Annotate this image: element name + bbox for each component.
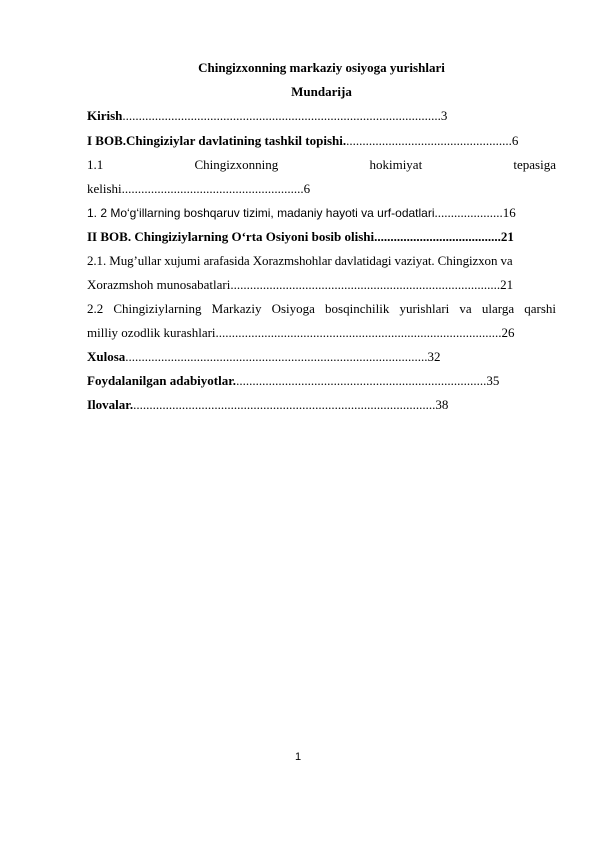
toc-entry-adabiyotlar[interactable] bbox=[87, 373, 556, 389]
toc-entry-1-1-line2[interactable] bbox=[87, 181, 556, 197]
toc-entry-label: kelishi bbox=[87, 181, 122, 196]
toc-entry-2-1-line1[interactable] bbox=[87, 253, 556, 269]
toc-entry-word: 1.1 bbox=[87, 157, 104, 172]
toc-entry-bob1[interactable] bbox=[87, 133, 556, 149]
toc-page-number: 38 bbox=[435, 397, 449, 412]
toc-entry-1-2[interactable] bbox=[87, 205, 556, 221]
toc-entry-label: Xulosa bbox=[87, 349, 126, 364]
toc-entry-xulosa[interactable] bbox=[87, 349, 556, 365]
toc-page-number: 16 bbox=[502, 205, 516, 220]
toc-leader-dots: ........................................................ bbox=[121, 181, 304, 196]
toc-entry-label: 1. 2 Mo‘g‘illarning boshqaruv tizimi, madaniy hayoti va urf-odatlari bbox=[87, 206, 435, 220]
toc-entry-word: Chingizxonning bbox=[194, 157, 279, 172]
toc-leader-dots: ............................................................................. bbox=[236, 373, 487, 388]
toc-entry-label: 2.1. Mug’ullar xujumi arafasida Xorazmshohlar davlatidagi vaziyat. Chingizxon va bbox=[87, 253, 513, 268]
toc-page-number: 21 bbox=[500, 277, 514, 292]
toc-entry-label: II BOB. Chingiziylarning O‘rta Osiyoni bosib olishi bbox=[87, 229, 375, 244]
toc-page-number: 26 bbox=[501, 325, 515, 340]
toc-entry-label: Xorazmshoh munosabatlari bbox=[87, 277, 231, 292]
toc-entry-label: Kirish bbox=[87, 108, 123, 123]
toc-leader-dots: .................................................................................................. bbox=[122, 108, 441, 123]
toc-entry-1-1-line1[interactable] bbox=[87, 157, 556, 173]
toc-entry-label: 2.2 Chingiziylarning Markaziy Osiyoga bosqinchilik yurishlari va ularga qarshi bbox=[87, 301, 556, 316]
toc-leader-dots: ........................................................................................ bbox=[215, 325, 502, 340]
toc-entry-2-2-line1[interactable] bbox=[87, 301, 556, 317]
toc-leader-dots: ..................... bbox=[434, 205, 503, 220]
toc-page-number: 3 bbox=[440, 108, 448, 123]
toc-entry-2-2-line2[interactable] bbox=[87, 325, 556, 341]
toc-leader-dots: ............................................................................................. bbox=[133, 397, 436, 412]
toc-page-number: 6 bbox=[303, 181, 311, 196]
toc-leader-dots: ................................................................................... bbox=[230, 277, 501, 292]
page-number: 1 bbox=[294, 751, 302, 763]
toc-page-number: 35 bbox=[486, 373, 500, 388]
toc-entry-bob2[interactable] bbox=[87, 229, 556, 245]
toc-leader-dots: ....................................... bbox=[374, 229, 501, 244]
toc-entry-label: I BOB.Chingiziylar davlatining tashkil topishi. bbox=[87, 133, 347, 148]
toc-heading: Mundarija bbox=[291, 84, 352, 99]
toc-entry-ilovalar[interactable] bbox=[87, 397, 556, 413]
toc-entry-label: Foydalanilgan adabiyotlar. bbox=[87, 373, 237, 388]
toc-leader-dots: ................................................... bbox=[346, 133, 512, 148]
toc-entry-label: Ilovalar. bbox=[87, 397, 134, 412]
toc-entry-word: hokimiyat bbox=[369, 157, 423, 172]
toc-entry-kirish[interactable] bbox=[87, 108, 556, 124]
toc-page-number: 32 bbox=[427, 349, 441, 364]
document-title: Chingizxonning markaziy osiyoga yurishlari bbox=[198, 60, 445, 75]
toc-page-number: 6 bbox=[511, 133, 519, 148]
toc-entry-word: tepasiga bbox=[513, 157, 556, 172]
toc-leader-dots: ............................................................................................. bbox=[125, 349, 428, 364]
toc-entry-2-1-line2[interactable] bbox=[87, 277, 556, 293]
toc-entry-label: milliy ozodlik kurashlari bbox=[87, 325, 216, 340]
toc-page-number: 21 bbox=[500, 229, 514, 244]
